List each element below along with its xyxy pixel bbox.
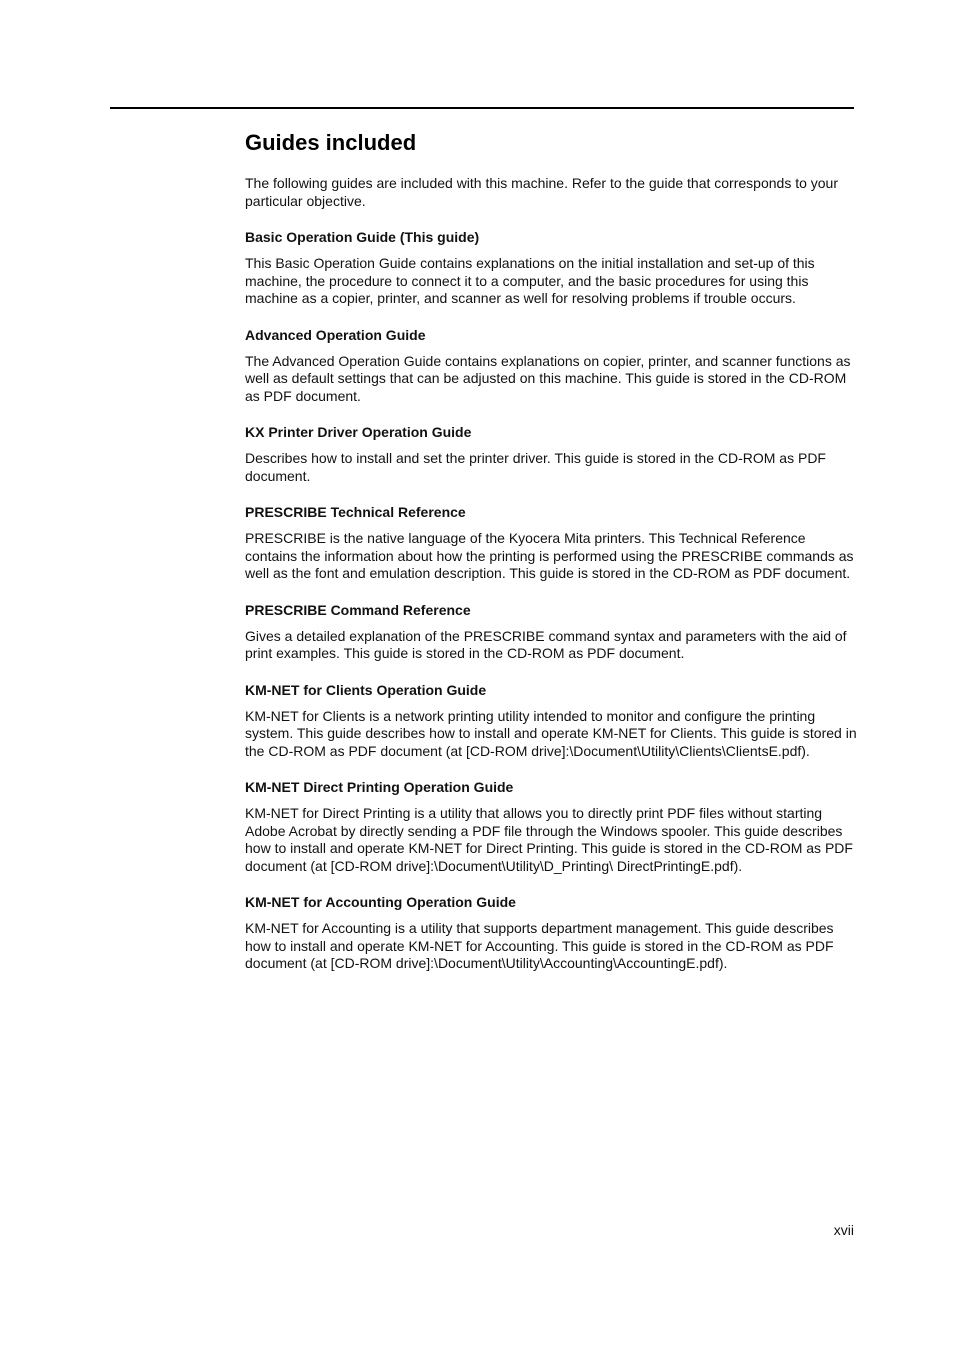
guide-description: KM-NET for Direct Printing is a utility that allows you to directly print PDF files without starting Adobe Acrobat by directly sending a PDF file through the Windows spooler. This guide describes how to install and operate KM-NET for Direct Printing. This guide is stored in the CD-ROM as PDF document (at [CD-ROM drive]:\Document\Utility\D_Printing\ DirectPrintingE.pdf). [245, 805, 853, 874]
guide-heading: Basic Operation Guide (This guide) [245, 229, 480, 245]
guide-description: KM-NET for Accounting is a utility that supports department management. This guide describes how to install and operate KM-NET for Accounting. This guide is stored in the CD-ROM as PDF document (at [CD-ROM drive]:\Document\Utility\Accounting\AccountingE.pdf). [245, 920, 834, 971]
guide-description: PRESCRIBE is the native language of the Kyocera Mita printers. This Technical Reference contains the information about how the printing is performed using the PRESCRIBE commands as well as the font and emulation description. This guide is stored in the CD-ROM as PDF document. [245, 530, 854, 581]
guide-description: This Basic Operation Guide contains explanations on the initial installation and set-up of this machine, the procedure to connect it to a computer, and the basic procedures for using this machine as a copier, printer, and scanner as well for resolving problems if trouble occurs. [245, 255, 815, 306]
guide-heading: KM-NET for Clients Operation Guide [245, 681, 487, 698]
guide-heading: KM-NET Direct Printing Operation Guide [245, 779, 514, 795]
guide-heading: KX Printer Driver Operation Guide [245, 424, 472, 440]
guide-heading: PRESCRIBE Technical Reference [245, 504, 466, 520]
guide-description: Describes how to install and set the printer driver. This guide is stored in the CD-ROM as PDF document. [245, 450, 826, 484]
intro-paragraph: The following guides are included with this machine. Refer to the guide that corresponds to your particular objective. [245, 175, 839, 209]
guide-description: KM-NET for Clients is a network printing utility intended to monitor and configure the printing system. This guide describes how to install and operate KM-NET for Clients. This guide is stored in the CD-ROM as PDF document (at [CD-ROM drive]:\Document\Utility\Clients\ClientsE.pdf). [245, 707, 857, 759]
guide-heading: KM-NET for Accounting Operation Guide [245, 894, 516, 910]
guide-section-km-net-direct-printing [245, 779, 857, 875]
guide-heading: PRESCRIBE Command Reference [245, 601, 471, 618]
guide-heading: Advanced Operation Guide [245, 326, 426, 343]
guide-section-kx-printer-driver [245, 424, 857, 485]
header-rule [110, 107, 854, 109]
guide-section-km-net-clients [245, 682, 857, 761]
guide-section-prescribe-command [245, 602, 857, 663]
guide-description: Gives a detailed explanation of the PRESCRIBE command syntax and parameters with the aid of print examples. This guide is stored in the CD-ROM as PDF document. [245, 627, 847, 661]
guide-section-advanced-operation [245, 327, 857, 406]
main-content [245, 128, 857, 992]
guide-section-prescribe-technical [245, 504, 857, 583]
guide-description: The Advanced Operation Guide contains explanations on copier, printer, and scanner functions as well as default settings that can be adjusted on this machine. This guide is stored in the CD-ROM as PDF document. [245, 352, 851, 404]
page-number: xvii [833, 1222, 854, 1238]
guide-section-basic-operation [245, 229, 857, 308]
page-title: Guides included [245, 130, 417, 155]
guide-section-km-net-accounting [245, 894, 857, 973]
